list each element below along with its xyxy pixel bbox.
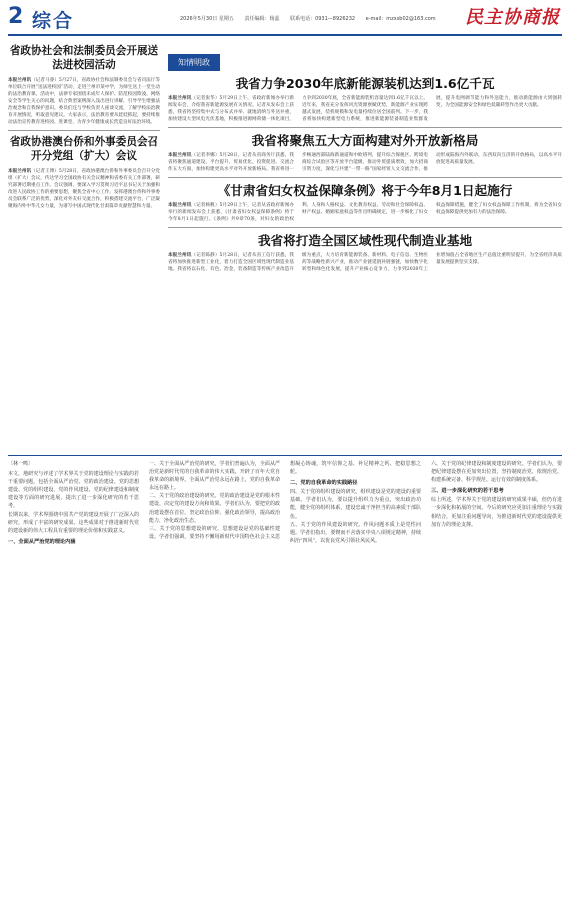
paragraph: 一、关于全面从严治党的研究。学者们普遍认为，全面从严治党是新时代党的自我革命的伟大实践，开辟了百年大党自我革命的新境界。全面从严治党永远在路上，党的自我革命永远在路上。 [149, 461, 280, 492]
divider [8, 130, 160, 131]
subheading: 三、进一步深化研究的若干思考 [431, 488, 504, 495]
paragraph: 四、关于党的组织建设的研究。组织建设是党的建设的重要基础。学者们认为，要以提升组织力为重点，突出政治功能，健全党的组织体系，建设忠诚干净担当的高素质干部队伍。 [290, 489, 421, 520]
byline: 本报兰州讯 [8, 169, 32, 174]
editor: 责任编辑：杨蕊 [244, 16, 280, 22]
newspaper-logo: 民主协商报 [465, 7, 560, 28]
subheading: 一、全面从严治党的理论内涵 [8, 538, 76, 545]
paragraph: 本文，地研究与评述了学术界关于党的建设理论与实践的若干重要问题，包括全面从严治党、党的政治建设、党的思想建设、党的组织建设、党的作风建设、党的纪律建设和制度建设等方面的研究进展，提出了进一步深化研究的若干思考。 [8, 471, 139, 510]
paragraph: 六、关于党的纪律建设和制度建设的研究。学者们认为，要把纪律建设摆在更加突出位置，坚持制度治党、依规治党，构建系统完备、科学规范、运行有效的制度体系。 [431, 461, 562, 484]
article-body: 本报兰州讯（记者杨帆）5月29日上午，记者从省政府新闻办举行的新闻发布会上获悉，《甘肃省妇女权益保障条例》将于今年8月1日起施行。《条例》共9章70条，对妇女的政治权利、人身和人格权益、文化教育权益、劳动和社会保障权益、财产权益、婚姻家庭权益等作出明确规定，进一步细化了妇女权益保障措施，健全了妇女权益保障工作机制，将为全省妇女权益保障提供更加有力的法治保障。 [168, 203, 562, 222]
byline: 本报兰州讯 [168, 253, 192, 258]
bottom-article [8, 455, 562, 896]
article-headline: 我省将聚焦五大方面构建对外开放新格局 [251, 133, 479, 148]
section-title: 综合 [32, 10, 75, 32]
article-body: 本报兰州讯（记者陈静）5月28日，记者从省工信厅获悉，我省将加快推进新型工业化，着力打造全国区域性现代制造业基地。我省将以石化、有色、冶金、装备制造等传统产业改造升级为重点，大力培育新能源装备、新材料、电子信息、生物医药等战略性新兴产业，推动产业链延链补链强链，加快数字化转型和绿色化发展，提升产业核心竞争力，力争到2030年工业增加值占全省地区生产总值比重明显提升，为全省经济高质量发展提供坚实支撑。 [168, 253, 562, 272]
paragraph: 五、关于党的作风建设的研究。作风问题本质上是党性问题。学者们指出，要锲而不舍落实中央八项规定精神，持续纠治“四风”，以优良党风引领社风民风。 [290, 521, 421, 544]
policy-article [168, 76, 562, 123]
byline: 本报兰州讯 [168, 203, 192, 208]
page-number: 2 [8, 4, 24, 29]
article-headline: 省政协社会和法制委员会开展送法进校园活动 [9, 45, 159, 71]
left-column [8, 40, 160, 210]
phone: 联系电话：0931—8926232 [290, 16, 356, 22]
byline: 本报兰州讯 [168, 153, 192, 158]
byline: 本报兰州讯 [8, 78, 32, 83]
article-headline: 《甘肃省妇女权益保障条例》将于今年8月1日起施行 [217, 183, 513, 198]
paragraph: 综上所述，学术界关于党的建设的研究成果丰硕，但仍有进一步深化和拓展的空间。今后的研究应更加注重理论与实践相结合，更加注重问题导向，为推进新时代党的建设提供更加有力的理论支撑。 [431, 497, 562, 528]
issue-date: 2026年5月30日 星期五 [180, 16, 234, 22]
page-info [180, 15, 445, 22]
divider [168, 127, 562, 128]
subheading: 二、党的自我革命的实践路径 [290, 480, 358, 487]
article-body: 本报兰州讯（记者马睿）5月27日，省政协社会和法制委员会与省司法厅等单位联合开展“送法进校园”活动，走进兰州市某中学，为师生送上一堂生动的法治教育课。活动中，法律专家围绕未成年人保护、防范校园欺凌、网络安全等学生关心的问题，结合典型案例深入浅出进行讲解，引导学生增强法治观念和自我保护意识。委员们还与学校负责人座谈交流，了解学校法治教育开展情况，听取意见建议。大家表示，法治教育要从娃娃抓起，要持续推动法治宣传教育进校园、进课堂，为青少年健康成长营造良好法治环境。 [8, 78, 160, 125]
masthead-rule [8, 34, 562, 36]
policy-article [168, 183, 562, 223]
email: e-mail：mzxsb02@163.com [365, 16, 436, 22]
article-author: 〔林一鸣〕 [8, 461, 34, 467]
paragraph: 长期以来，学术界围绕中国共产党的建设开展了广泛深入的研究，形成了丰富的研究成果。这些成果对于推进新时代党的建设新的伟大工程具有重要的理论价值和实践意义。 [8, 511, 139, 534]
article-columns [8, 460, 562, 896]
left-article [8, 44, 160, 126]
paragraph: 二、关于党的政治建设的研究。党的政治建设是党的根本性建设，决定党的建设方向和效果。学者们认为，要把党的政治建设摆在首位，坚定政治信仰，强化政治领导，提高政治能力，净化政治生态。 [149, 493, 280, 524]
policy-section [168, 40, 562, 273]
section-tag: 知情明政 [168, 54, 220, 71]
divider [168, 227, 562, 228]
byline: 本报兰州讯 [168, 96, 192, 101]
divider [168, 177, 562, 178]
policy-article [168, 133, 562, 173]
masthead [0, 0, 570, 40]
policy-article [168, 233, 562, 273]
article-headline: 我省将打造全国区域性现代制造业基地 [257, 233, 473, 248]
article-body: 本报兰州讯（记者王博）5月28日，省政协港澳台侨和外事委员会召开分党组（扩大）会议，传达学习全国政协有关会议精神和省委有关工作部署，研究部署近期重点工作。会议强调，要深入学习贯彻习近平总书记关于加强和改进人民政协工作的重要思想，聚焦全省中心工作，发挥港澳台侨和外事委员会联系广泛的优势，深化对外友好交流合作，积极搭建交流平台，广泛凝聚海内外中华儿女力量，为谱写中国式现代化甘肃篇章贡献智慧和力量。 [8, 169, 160, 209]
left-article [8, 135, 160, 210]
article-body: 本报兰州讯（记者李娜）5月28日，记者从省商务厅获悉，我省将聚焦通道建设、平台提升、贸易优化、投资促进、交流合作五大方面，加快构建更高水平对外开放新格局。我省将进一步畅通西部陆海新通道和中欧班列，提升综合保税区、跨境电商综合试验区等开放平台能级，推动外贸提质增效，加大招商引资力度，深化与共建“一带一路”国家经贸人文交流合作，推动形成陆海内外联动、东西双向互济的开放格局，以高水平开放促进高质量发展。 [168, 153, 562, 172]
section-rule [8, 455, 562, 456]
article-headline: 我省力争2030年底新能源装机达到1.6亿千瓦 [235, 76, 495, 91]
paragraph: 三、关于党的思想建设的研究。思想建设是党的基础性建设。学者们强调，要坚持不懈用新时代中国特色社会主义思想凝心铸魂，筑牢信仰之基、补足精神之钙、把稳思想之舵。 [149, 461, 421, 540]
article-body: 本报兰州讯（记者张华）5月29日上午，省政府新闻办举行新闻发布会，介绍我省新能源发展有关情况。记者从发布会上获悉，我省将坚持集中式与分布式并举、就地消纳与外送并重，加快建设大型风电光伏基地，积极推进源网荷储一体化项目，力争到2030年底，全省新能源装机容量达到1.6亿千瓦以上。近年来，我省充分发挥风光资源禀赋优势，新能源产业实现跨越式发展，装机规模和发电量持续位居全国前列。下一步，我省将加快构建新型电力系统，推进新能源装备制造业集群发展，提升电网调节能力和外送能力，推动新能源由大到强转变，为全国能源安全和绿色低碳转型作出更大贡献。 [168, 96, 562, 122]
article-headline: 省政协港澳台侨和外事委员会召开分党组（扩大）会议 [9, 136, 159, 162]
